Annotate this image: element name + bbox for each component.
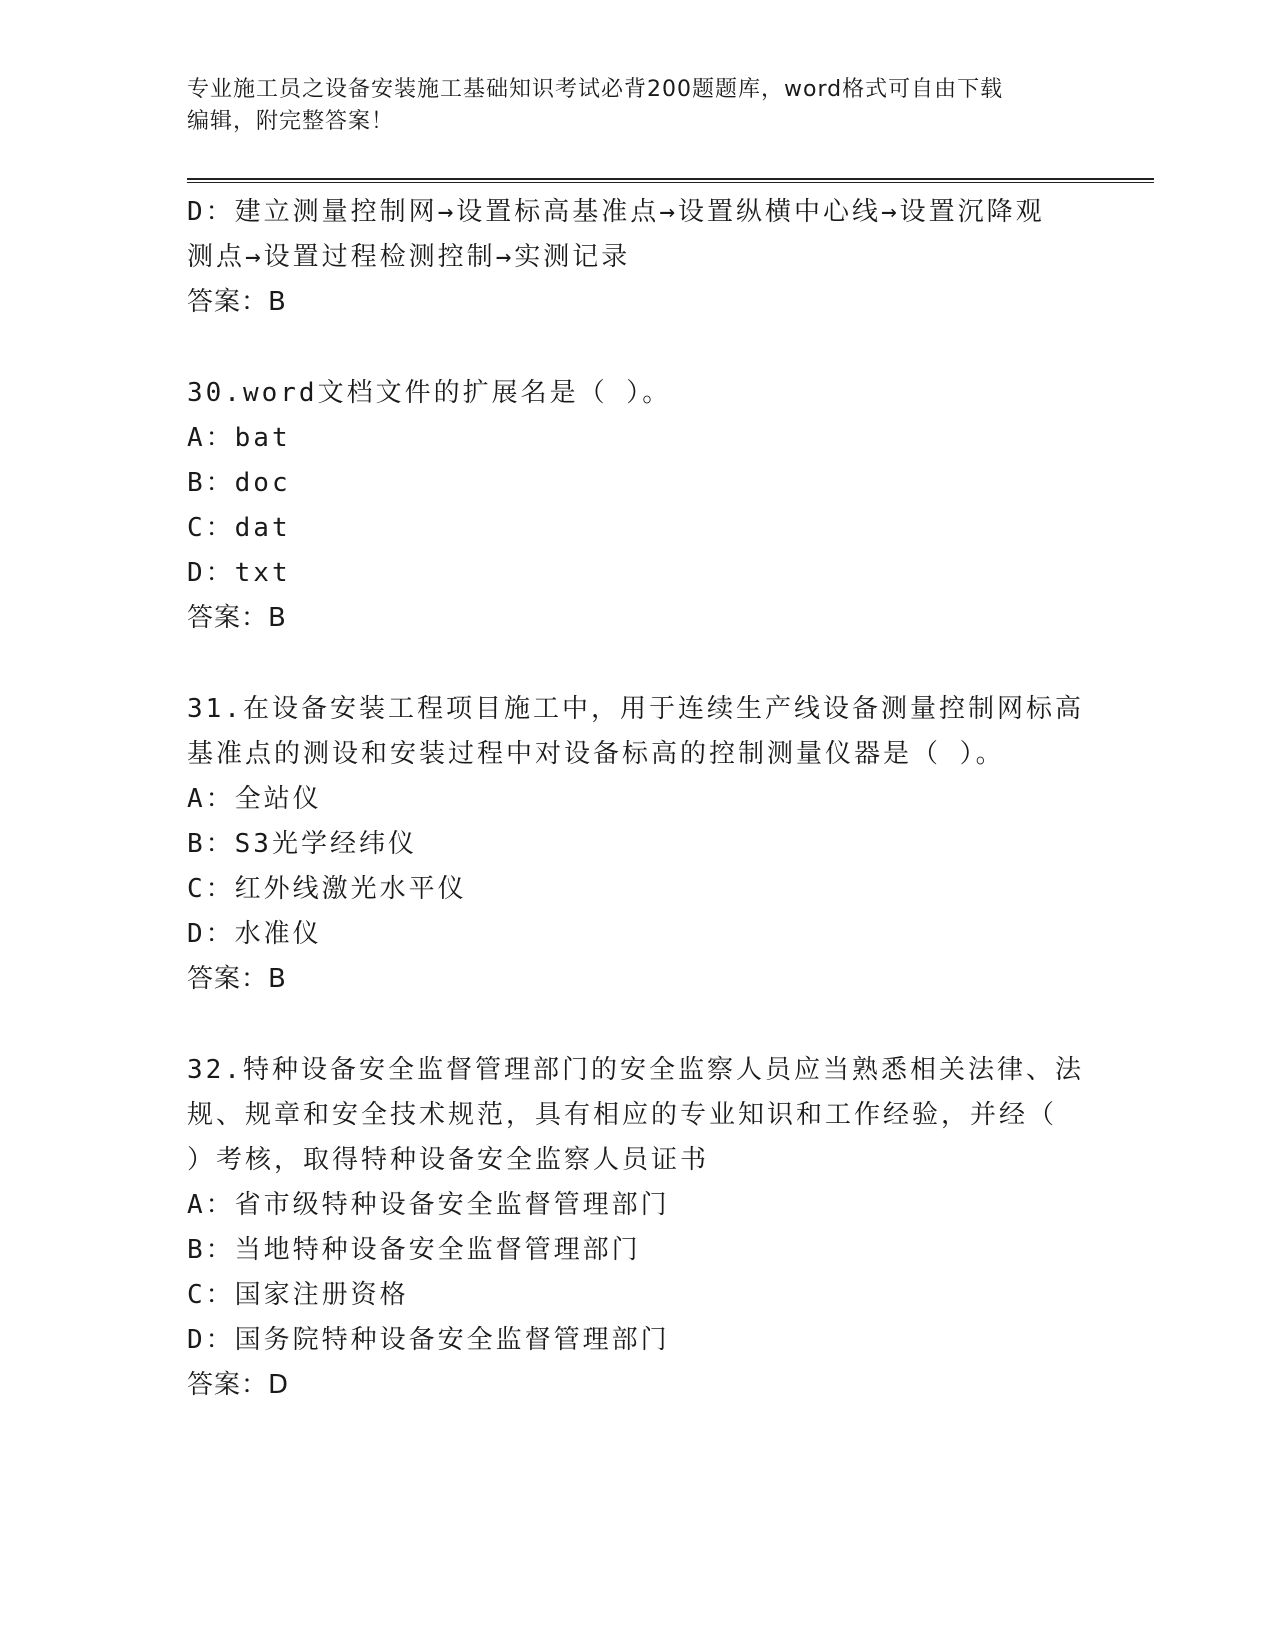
option-b: B：doc bbox=[187, 468, 291, 498]
answer-line: 答案：B bbox=[187, 603, 287, 633]
question-text-line-2: 基准点的测设和安装过程中对设备标高的控制测量仪器是（ ）。 bbox=[187, 739, 1005, 769]
option-a: A：全站仪 bbox=[187, 784, 322, 814]
option-c: C：国家注册资格 bbox=[187, 1280, 409, 1310]
header-title-line-1: 专业施工员之设备安装施工基础知识考试必背200题题库，word格式可自由下载 bbox=[187, 77, 1004, 102]
block-spacer bbox=[187, 641, 1087, 687]
question-block-29-continued bbox=[187, 190, 1087, 325]
option-d: D：水准仪 bbox=[187, 919, 322, 949]
header-divider bbox=[187, 178, 1154, 183]
document-header bbox=[187, 74, 1067, 138]
question-block-30 bbox=[187, 371, 1087, 641]
block-spacer bbox=[187, 1002, 1087, 1048]
block-spacer bbox=[187, 325, 1087, 371]
option-a: A：省市级特种设备安全监督管理部门 bbox=[187, 1190, 670, 1220]
option-d-line-2: 测点→设置过程检测控制→实测记录 bbox=[187, 242, 631, 272]
option-c: C：dat bbox=[187, 513, 291, 543]
option-a: A：bat bbox=[187, 423, 291, 453]
option-b: B：当地特种设备安全监督管理部门 bbox=[187, 1235, 641, 1265]
question-text-line-1: 31.在设备安装工程项目施工中，用于连续生产线设备测量控制网标高 bbox=[187, 694, 1084, 724]
question-text: 30.word文档文件的扩展名是（ ）。 bbox=[187, 378, 672, 408]
question-block-31 bbox=[187, 687, 1087, 1002]
question-text-line-2: 规、规章和安全技术规范，具有相应的专业知识和工作经验，并经（ bbox=[187, 1100, 1058, 1130]
option-d: D：国务院特种设备安全监督管理部门 bbox=[187, 1325, 670, 1355]
option-d: D：txt bbox=[187, 558, 291, 588]
option-b: B：S3光学经纬仪 bbox=[187, 829, 417, 859]
answer-line: 答案：B bbox=[187, 287, 287, 317]
option-c: C：红外线激光水平仪 bbox=[187, 874, 467, 904]
question-text-line-1: 32.特种设备安全监督管理部门的安全监察人员应当熟悉相关法律、法 bbox=[187, 1055, 1084, 1085]
question-text-line-3: ）考核，取得特种设备安全监察人员证书 bbox=[187, 1145, 710, 1175]
answer-line: 答案：D bbox=[187, 1370, 290, 1400]
header-title-line-2: 编辑，附完整答案！ bbox=[187, 109, 395, 134]
question-block-32 bbox=[187, 1048, 1087, 1408]
option-d-line-1: D：建立测量控制网→设置标高基准点→设置纵横中心线→设置沉降观 bbox=[187, 197, 1045, 227]
question-list bbox=[187, 190, 1087, 1408]
answer-line: 答案：B bbox=[187, 964, 287, 994]
